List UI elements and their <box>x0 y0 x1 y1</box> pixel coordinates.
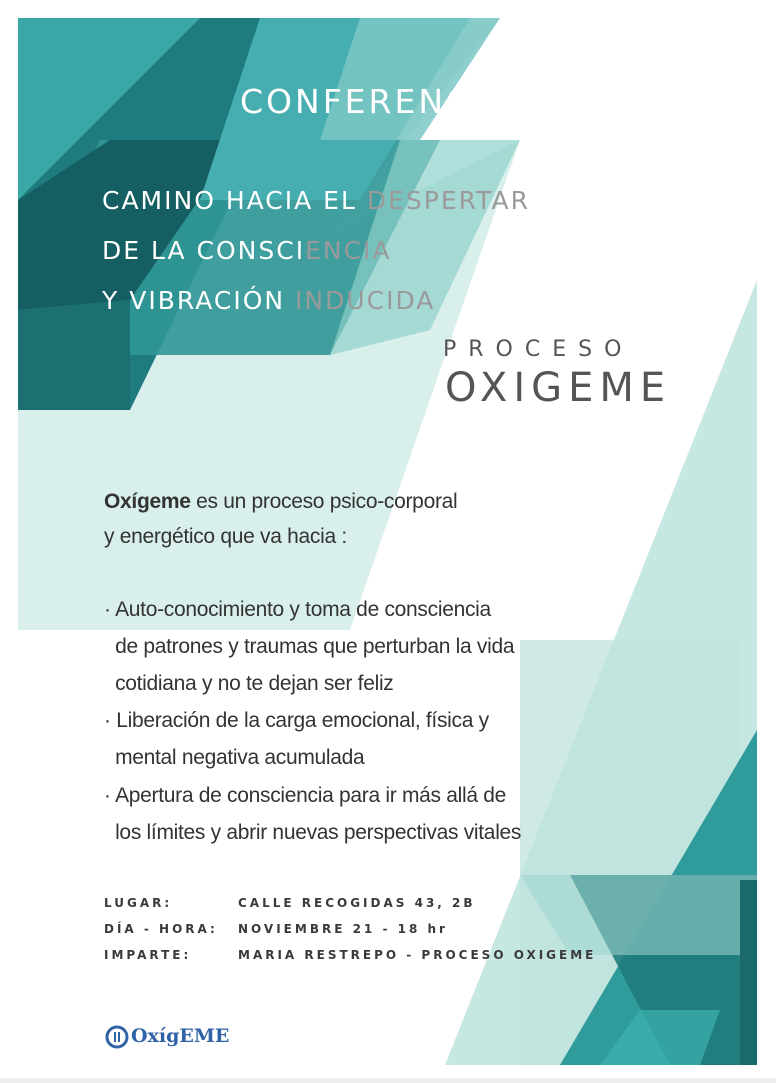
bg-teal-br-4 <box>740 880 757 1065</box>
bullet-line-3: cotidiana y no te dejan ser feliz <box>104 672 394 695</box>
imparte-label: IMPARTE: <box>104 948 192 962</box>
intro-rest: es un proceso psico-corporal <box>190 490 458 513</box>
oxigeme-label: OXIGEME <box>445 365 672 411</box>
bullet-line-2: de patrones y traumas que perturban la vida <box>104 635 515 658</box>
headline-line-3-grey: INDUCIDA <box>295 286 436 315</box>
logo-text: OxígEME <box>131 1025 230 1047</box>
bullet-line-5: mental negativa acumulada <box>104 746 365 769</box>
intro-line-2: y energético que va hacia : <box>104 525 347 548</box>
bullet-line-4: · Liberación de la carga emocional, física y <box>104 709 489 732</box>
oxigeme-logo <box>105 1022 230 1052</box>
lugar-value: CALLE RECOGIDAS 43, 2B <box>238 896 476 910</box>
dia-hora-value: NOVIEMBRE 21 - 18 hr <box>238 922 448 936</box>
lugar-label: LUGAR: <box>104 896 173 910</box>
bullet-line-1: · Auto-conocimiento y toma de consciencia <box>104 598 491 621</box>
intro-line-1 <box>104 490 457 514</box>
headline-line-2-grey: ENCIA <box>305 236 392 265</box>
headline-line-3-white: Y VIBRACIÓN <box>102 286 296 315</box>
logo-mark-icon <box>105 1024 129 1050</box>
dia-hora-label: DÍA - HORA: <box>104 922 218 936</box>
conference-title: CONFERENCIA <box>240 82 511 121</box>
intro-brand: Oxígeme <box>104 490 191 513</box>
headline-line-2-white: DE LA CONSCI <box>102 236 306 265</box>
bullet-line-7: los límites y abrir nuevas perspectivas vitales <box>104 821 522 844</box>
bg-teal-block-8 <box>18 300 130 410</box>
imparte-value: MARIA RESTREPO - PROCESO OXIGEME <box>238 948 597 962</box>
headline-line-2 <box>102 236 392 265</box>
bottom-edge <box>0 1078 776 1083</box>
proceso-label: PROCESO <box>443 337 634 362</box>
headline-line-1-white: CAMINO HACIA EL <box>102 186 367 215</box>
headline-line-1 <box>102 186 530 215</box>
bullet-line-6: · Apertura de consciencia para ir más allá de <box>104 784 507 807</box>
headline-line-1-grey: DESPERTAR <box>366 186 530 215</box>
headline-line-3 <box>102 286 435 315</box>
